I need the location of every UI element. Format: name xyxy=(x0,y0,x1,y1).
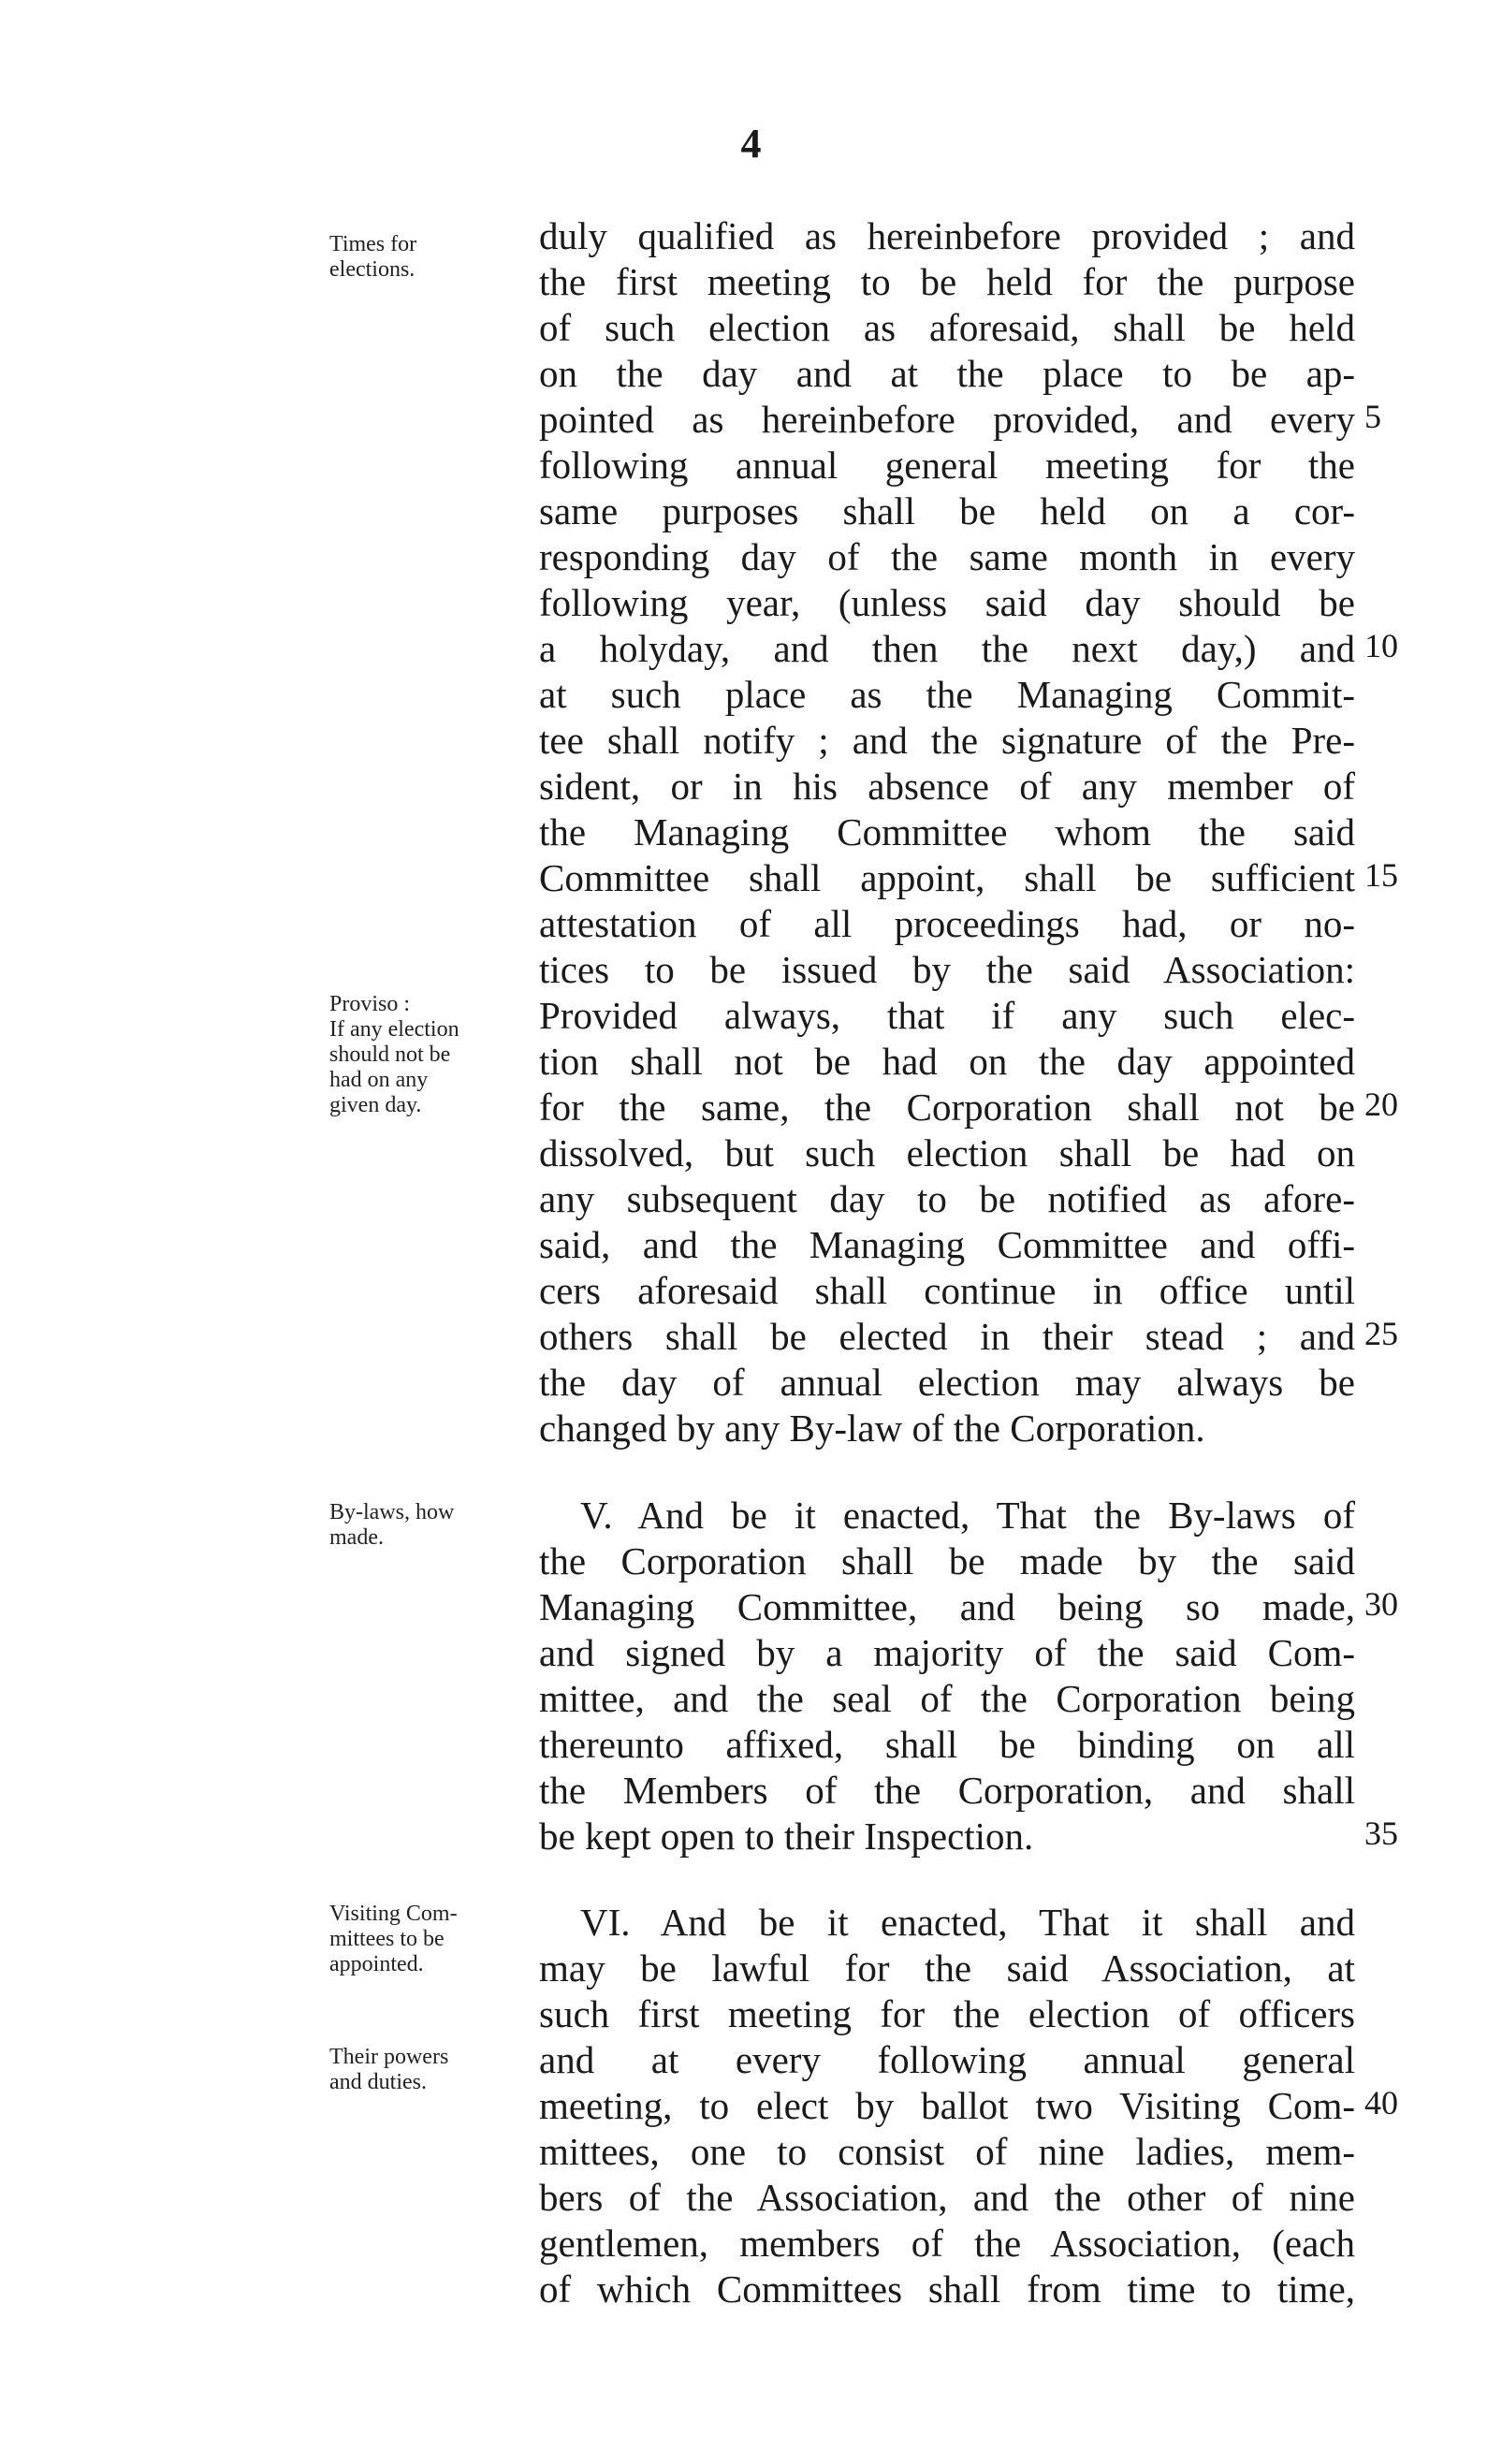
line-text: mittees, one to consist of nine ladies, mem- xyxy=(539,2130,1355,2173)
margin-note-text: By-laws, how made. xyxy=(329,1500,455,1550)
line-number: 20 xyxy=(1364,1086,1398,1123)
line-text: dissolved, but such election shall be had on xyxy=(539,1131,1355,1174)
line-text: attestation of all proceedings had, or no- xyxy=(539,902,1355,945)
text-line xyxy=(0,1538,1502,1584)
text-line xyxy=(0,718,1502,764)
text-line xyxy=(0,993,1502,1039)
text-line xyxy=(0,947,1502,993)
text-line xyxy=(0,1946,1502,1991)
text-line xyxy=(0,580,1502,626)
line-text: the day of annual election may always be xyxy=(539,1361,1355,1404)
text-line xyxy=(0,1039,1502,1085)
line-text: thereunto affixed, shall be binding on all xyxy=(539,1723,1355,1766)
text-line xyxy=(0,488,1502,534)
line-text: such first meeting for the election of officers xyxy=(539,1992,1355,2035)
text-line xyxy=(0,1584,1502,1630)
line-text: same purposes shall be held on a cor- xyxy=(539,489,1355,532)
line-text: be kept open to their Inspection. xyxy=(539,1815,1034,1858)
line-text: of which Committees shall from time to time, xyxy=(539,2267,1355,2311)
text-line xyxy=(0,1314,1502,1360)
line-text: at such place as the Managing Commit- xyxy=(539,673,1355,716)
line-text: following year, (unless said day should be xyxy=(539,581,1355,624)
text-line xyxy=(0,1268,1502,1314)
text-line xyxy=(0,1768,1502,1814)
text-line xyxy=(0,2037,1502,2083)
margin-note-text: Proviso : If any election should not be had on any given day. xyxy=(329,992,459,1117)
line-number: 15 xyxy=(1364,856,1398,894)
text-line xyxy=(0,764,1502,809)
line-text: gentlemen, members of the Association, (each xyxy=(539,2222,1355,2265)
line-text: cers aforesaid shall continue in office until xyxy=(539,1269,1355,1312)
text-line xyxy=(0,901,1502,947)
text-line xyxy=(0,1676,1502,1722)
section-v-heading-line xyxy=(0,1493,1502,1538)
page-number: 4 xyxy=(740,121,762,167)
text-line xyxy=(0,213,1502,259)
text-line xyxy=(0,2267,1502,2312)
line-text: changed by any By-law of the Corporation. xyxy=(539,1407,1205,1450)
text-line xyxy=(0,1222,1502,1268)
line-number: 30 xyxy=(1364,1585,1398,1623)
text-line xyxy=(0,626,1502,672)
line-text: V. And be it enacted, That the By-laws of xyxy=(580,1494,1355,1537)
text-line xyxy=(0,397,1502,443)
text-line xyxy=(0,305,1502,351)
line-text: mittee, and the seal of the Corporation being xyxy=(539,1677,1355,1720)
text-line xyxy=(0,534,1502,580)
text-line xyxy=(0,1814,1502,1859)
text-line xyxy=(0,259,1502,305)
line-text: tion shall not be had on the day appointed xyxy=(539,1040,1355,1083)
line-text: VI. And be it enacted, That it shall and xyxy=(580,1901,1355,1944)
line-text: meeting, to elect by ballot two Visiting Com- xyxy=(539,2084,1355,2127)
line-text: and at every following annual general xyxy=(539,2038,1355,2081)
text-line xyxy=(0,1722,1502,1768)
line-number: 25 xyxy=(1364,1315,1398,1352)
line-text: tee shall notify ; and the signature of the Pre- xyxy=(539,719,1355,762)
text-line xyxy=(0,809,1502,855)
line-number: 10 xyxy=(1364,627,1398,664)
text-line xyxy=(0,1406,1502,1451)
text-line xyxy=(0,1130,1502,1176)
line-text: the Managing Committee whom the said xyxy=(539,810,1355,853)
text-line xyxy=(0,443,1502,488)
line-text: said, and the Managing Committee and offi- xyxy=(539,1223,1355,1266)
line-text: bers of the Association, and the other of nine xyxy=(539,2176,1355,2219)
text-line xyxy=(0,855,1502,901)
margin-note-text: Times for elections. xyxy=(329,232,417,282)
line-text: on the day and at the place to be ap- xyxy=(539,352,1355,395)
line-number: 35 xyxy=(1364,1815,1398,1852)
text-line xyxy=(0,1176,1502,1222)
line-text: the Corporation shall be made by the said xyxy=(539,1539,1355,1582)
line-text: Managing Committee, and being so made, xyxy=(539,1585,1355,1628)
line-text: duly qualified as hereinbefore provided ; and xyxy=(539,214,1355,257)
line-text: sident, or in his absence of any member of xyxy=(539,765,1355,808)
margin-note-text: Visiting Com- mittees to be appointed. xyxy=(329,1902,458,1976)
text-line xyxy=(0,1085,1502,1130)
text-line xyxy=(0,1630,1502,1676)
text-line xyxy=(0,2175,1502,2221)
line-text: may be lawful for the said Association, at xyxy=(539,1946,1355,1990)
text-line xyxy=(0,1991,1502,2037)
line-number: 5 xyxy=(1364,398,1381,435)
line-text: any subsequent day to be notified as afore- xyxy=(539,1177,1355,1220)
line-text: pointed as hereinbefore provided, and every xyxy=(539,398,1355,441)
text-line xyxy=(0,2221,1502,2267)
line-text: for the same, the Corporation shall not be xyxy=(539,1086,1355,1129)
line-text: a holyday, and then the next day,) and xyxy=(539,627,1355,670)
text-line xyxy=(0,1360,1502,1406)
text-line xyxy=(0,2129,1502,2175)
text-line xyxy=(0,672,1502,718)
line-text: the first meeting to be held for the purpose xyxy=(539,260,1355,303)
text-line xyxy=(0,351,1502,397)
line-text: of such election as aforesaid, shall be held xyxy=(539,306,1355,349)
line-text: Provided always, that if any such elec- xyxy=(539,994,1355,1037)
margin-note-text: Their powers and duties. xyxy=(329,2045,449,2094)
section-vi-heading-line xyxy=(0,1900,1502,1946)
line-text: following annual general meeting for the xyxy=(539,444,1355,487)
line-text: others shall be elected in their stead ; and xyxy=(539,1315,1355,1358)
line-text: the Members of the Corporation, and shall xyxy=(539,1769,1355,1812)
line-text: Committee shall appoint, shall be sufficient xyxy=(539,856,1355,899)
line-text: tices to be issued by the said Association: xyxy=(539,948,1355,991)
text-line xyxy=(0,2083,1502,2129)
line-text: responding day of the same month in every xyxy=(539,535,1355,578)
line-text: and signed by a majority of the said Com- xyxy=(539,1631,1355,1674)
line-number: 40 xyxy=(1364,2084,1398,2121)
